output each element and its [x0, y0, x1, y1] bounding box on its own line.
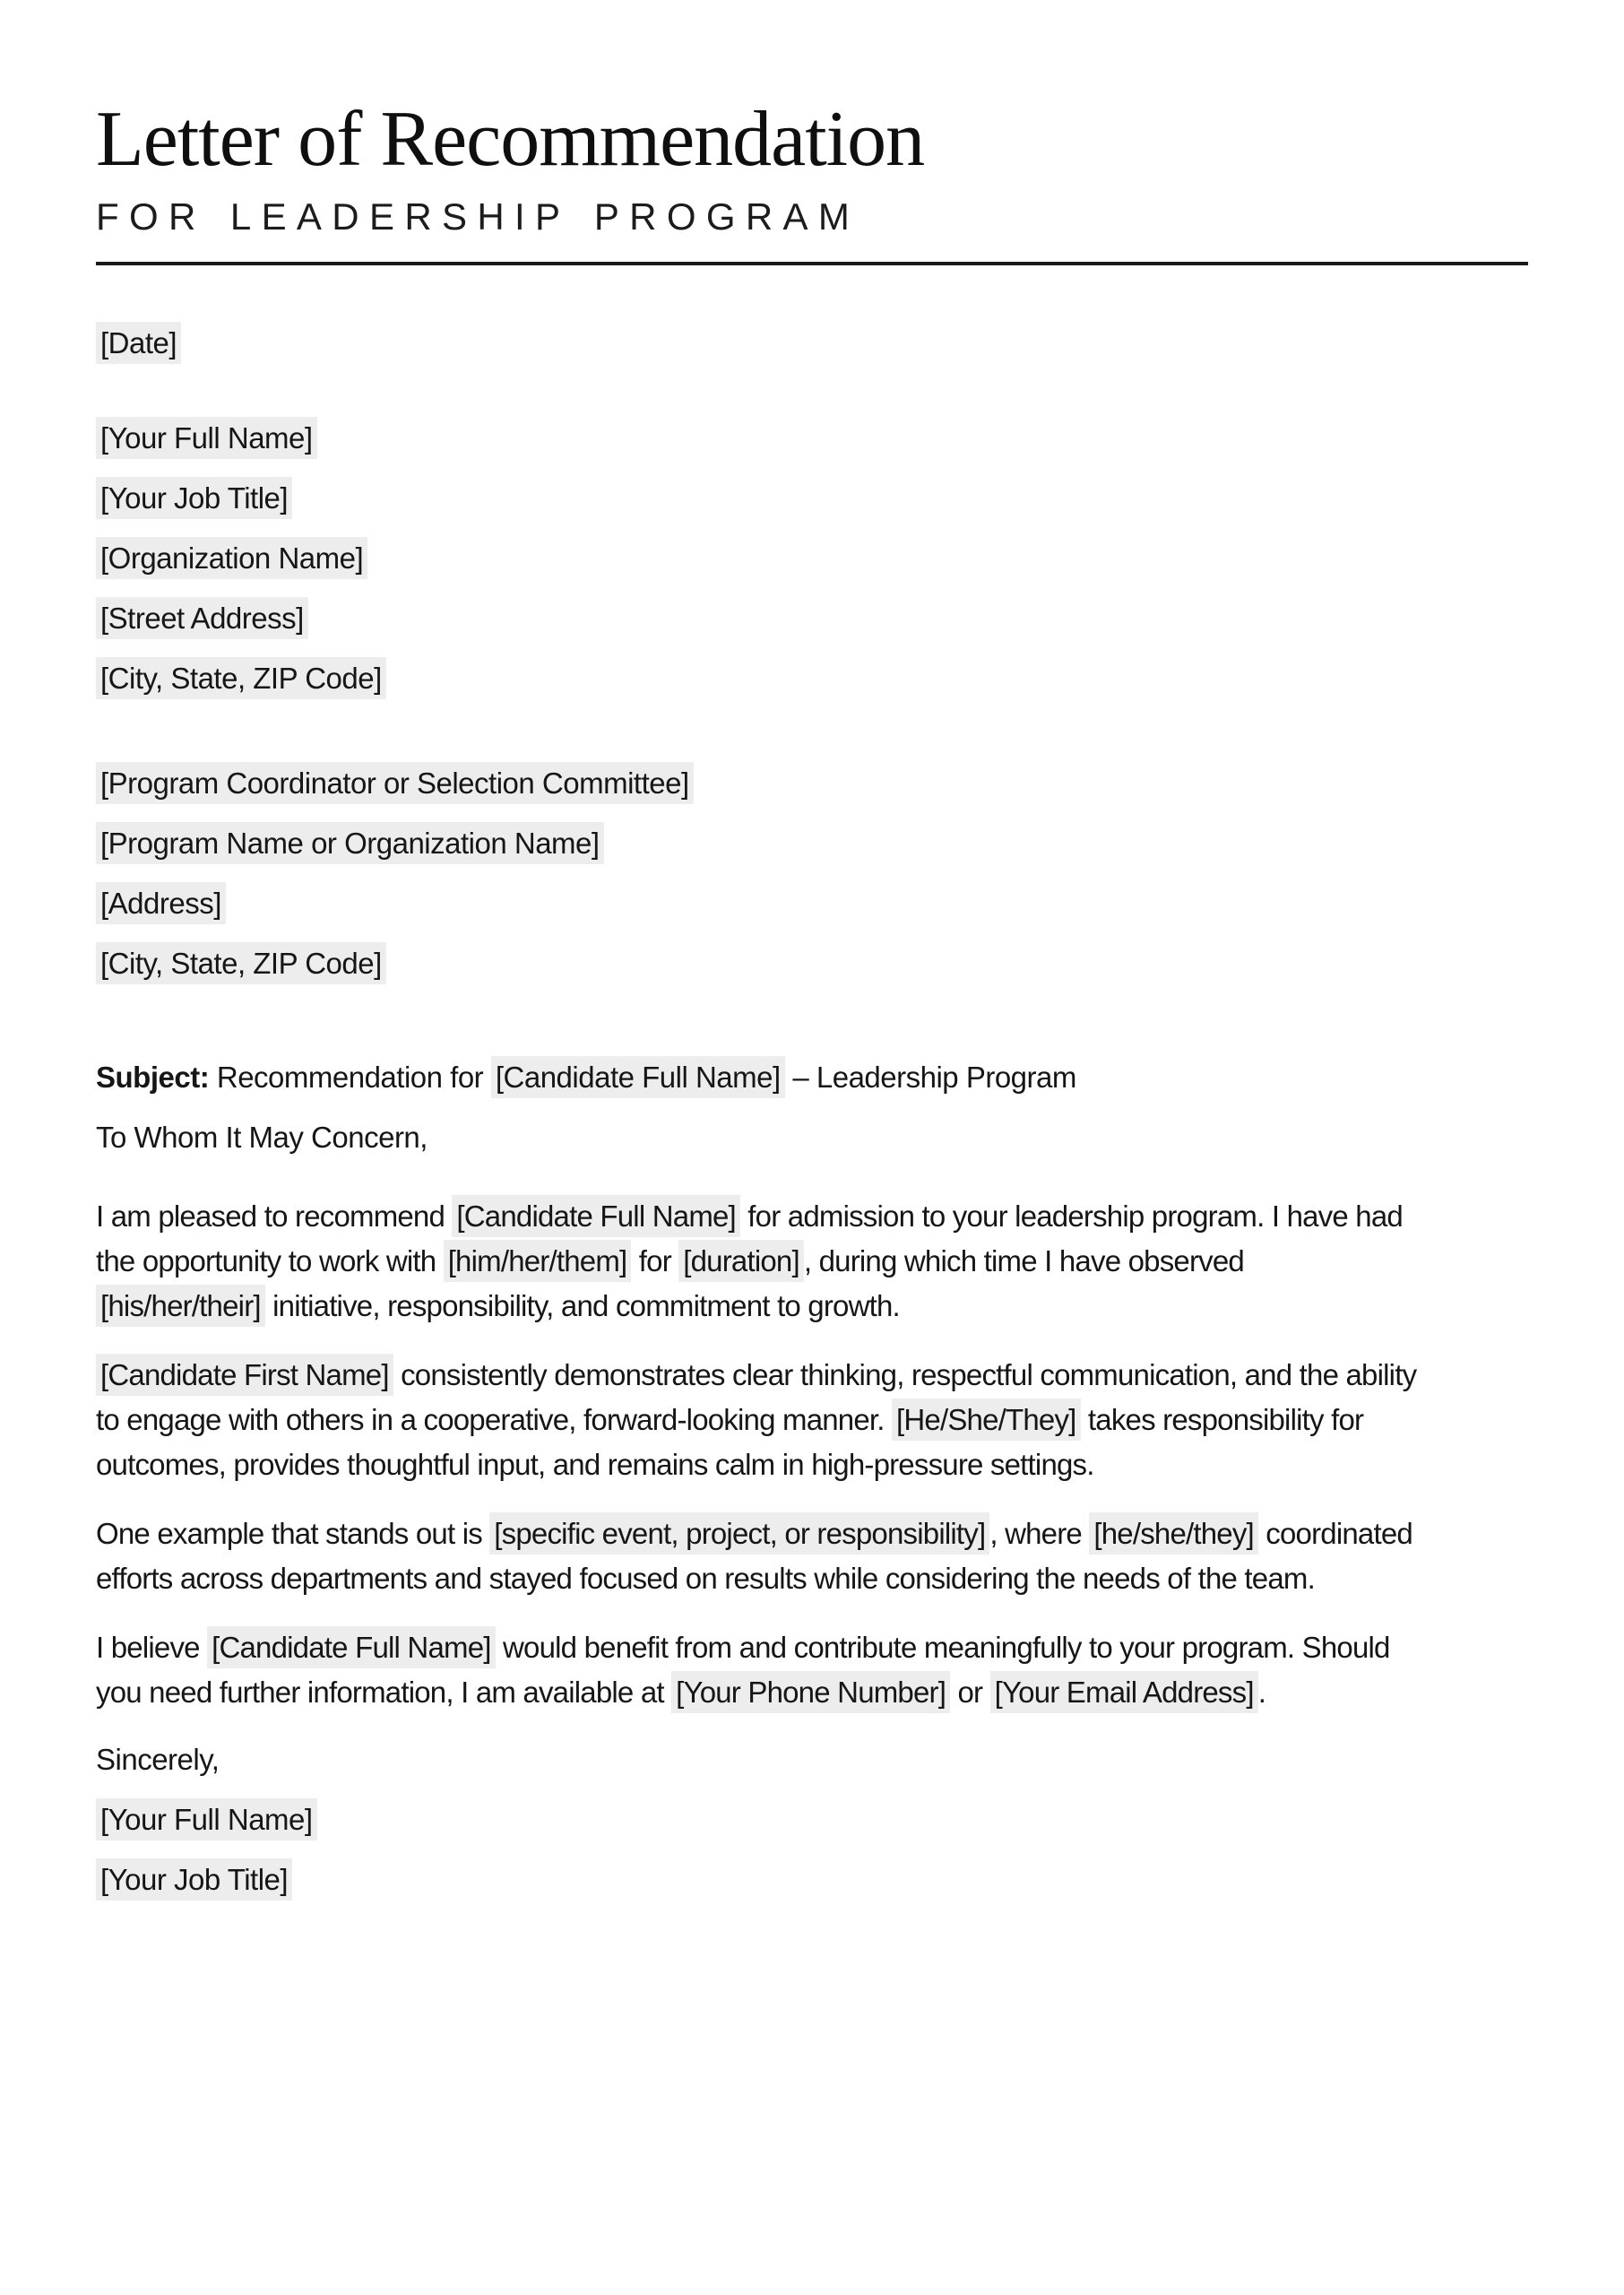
text-segment: coordinated — [1257, 1517, 1412, 1550]
text-segment: efforts across departments and stayed focused on results while considering the needs of the team. — [96, 1562, 1315, 1595]
body-line — [96, 1284, 1528, 1329]
placeholder-highlight: [he/she/they] — [1089, 1512, 1258, 1555]
recipient-coordinator-placeholder: [Program Coordinator or Selection Committee] — [96, 762, 694, 804]
subject-line — [96, 1057, 1528, 1097]
text-segment: Subject: — [96, 1061, 210, 1094]
salutation: To Whom It May Concern, — [96, 1121, 428, 1154]
placeholder-highlight: [him/her/them] — [444, 1240, 632, 1282]
sender-organization-placeholder: [Organization Name] — [96, 537, 367, 579]
recipient-city-line — [96, 943, 1528, 983]
paragraph-1 — [96, 1194, 1528, 1329]
sender-organization-line — [96, 538, 1528, 578]
recipient-address-line — [96, 883, 1528, 923]
signature-title-placeholder: [Your Job Title] — [96, 1858, 292, 1901]
text-segment: outcomes, provides thoughtful input, and remains calm in high-pressure settings. — [96, 1448, 1094, 1481]
title-divider — [96, 262, 1528, 265]
placeholder-highlight: [Candidate Full Name] — [207, 1626, 496, 1668]
placeholder-highlight: [Candidate Full Name] — [491, 1056, 785, 1098]
closing-line — [96, 1739, 1528, 1780]
body-line — [96, 1353, 1528, 1398]
text-segment: takes responsibility for — [1080, 1403, 1364, 1436]
body-line — [96, 1239, 1528, 1284]
sender-job-title-line — [96, 478, 1528, 518]
placeholder-highlight: [specific event, project, or responsibility] — [489, 1512, 989, 1555]
text-segment: One example that stands out is — [96, 1517, 490, 1550]
text-segment: consistently demonstrates clear thinking, respectful communication, and the ability — [393, 1358, 1417, 1391]
signature-title-line — [96, 1859, 1528, 1900]
text-segment: to engage with others in a cooperative, forward-looking manner. — [96, 1403, 893, 1436]
text-segment: initiative, responsibility, and commitment to growth. — [264, 1289, 900, 1322]
sender-name-line — [96, 418, 1528, 458]
placeholder-highlight: [Your Phone Number] — [671, 1671, 950, 1713]
recipient-city-placeholder: [City, State, ZIP Code] — [96, 942, 386, 984]
signature-name-placeholder: [Your Full Name] — [96, 1798, 317, 1840]
body-line — [96, 1556, 1528, 1601]
letter-subtitle: FOR LEADERSHIP PROGRAM — [96, 195, 860, 238]
date-placeholder: [Date] — [96, 322, 181, 364]
text-segment: for admission to your leadership program. I have had — [739, 1199, 1403, 1233]
letter-title: Letter of Recommendation — [96, 96, 925, 183]
placeholder-highlight: [Candidate Full Name] — [452, 1195, 740, 1237]
date-line — [96, 323, 1528, 363]
placeholder-highlight: [Your Email Address] — [990, 1671, 1258, 1713]
signature-name-line — [96, 1799, 1528, 1840]
body-line — [96, 1625, 1528, 1670]
text-segment: – Leadership Program — [784, 1061, 1076, 1094]
text-segment: for — [631, 1244, 679, 1277]
text-segment: Recommendation for — [209, 1061, 491, 1094]
placeholder-highlight: [Candidate First Name] — [96, 1354, 393, 1396]
text-segment: I believe — [96, 1631, 208, 1664]
sender-street-placeholder: [Street Address] — [96, 597, 308, 639]
body-line — [96, 1670, 1528, 1715]
text-segment: the opportunity to work with — [96, 1244, 444, 1277]
text-segment: you need further information, I am available at — [96, 1676, 672, 1709]
paragraph-2 — [96, 1353, 1528, 1487]
body-line — [96, 1511, 1528, 1556]
closing-text: Sincerely, — [96, 1743, 220, 1776]
closing-block — [96, 1739, 1528, 1900]
placeholder-highlight: [He/She/They] — [892, 1399, 1081, 1441]
text-segment: or — [950, 1676, 990, 1709]
paragraph-4 — [96, 1625, 1528, 1715]
body-line — [96, 1194, 1528, 1239]
date-block — [96, 323, 1528, 363]
recipient-program-line — [96, 823, 1528, 863]
body-line — [96, 1442, 1528, 1487]
sender-job-title-placeholder: [Your Job Title] — [96, 477, 292, 519]
sender-street-line — [96, 598, 1528, 638]
recipient-coordinator-line — [96, 763, 1528, 803]
paragraph-3 — [96, 1511, 1528, 1601]
placeholder-highlight: [duration] — [678, 1240, 804, 1282]
recipient-program-placeholder: [Program Name or Organization Name] — [96, 822, 604, 864]
text-segment: would benefit from and contribute meaningfully to your program. Should — [495, 1631, 1390, 1664]
recipient-block — [96, 763, 1528, 983]
recipient-address-placeholder: [Address] — [96, 882, 226, 924]
text-segment: , where — [989, 1517, 1090, 1550]
text-segment: I am pleased to recommend — [96, 1199, 453, 1233]
body-line — [96, 1398, 1528, 1442]
text-segment: , during which time I have observed — [803, 1244, 1244, 1277]
sender-city-placeholder: [City, State, ZIP Code] — [96, 657, 386, 699]
sender-name-placeholder: [Your Full Name] — [96, 417, 317, 459]
placeholder-highlight: [his/her/their] — [96, 1285, 265, 1327]
sender-block — [96, 418, 1528, 698]
text-segment: . — [1257, 1676, 1266, 1709]
sender-city-line — [96, 658, 1528, 698]
